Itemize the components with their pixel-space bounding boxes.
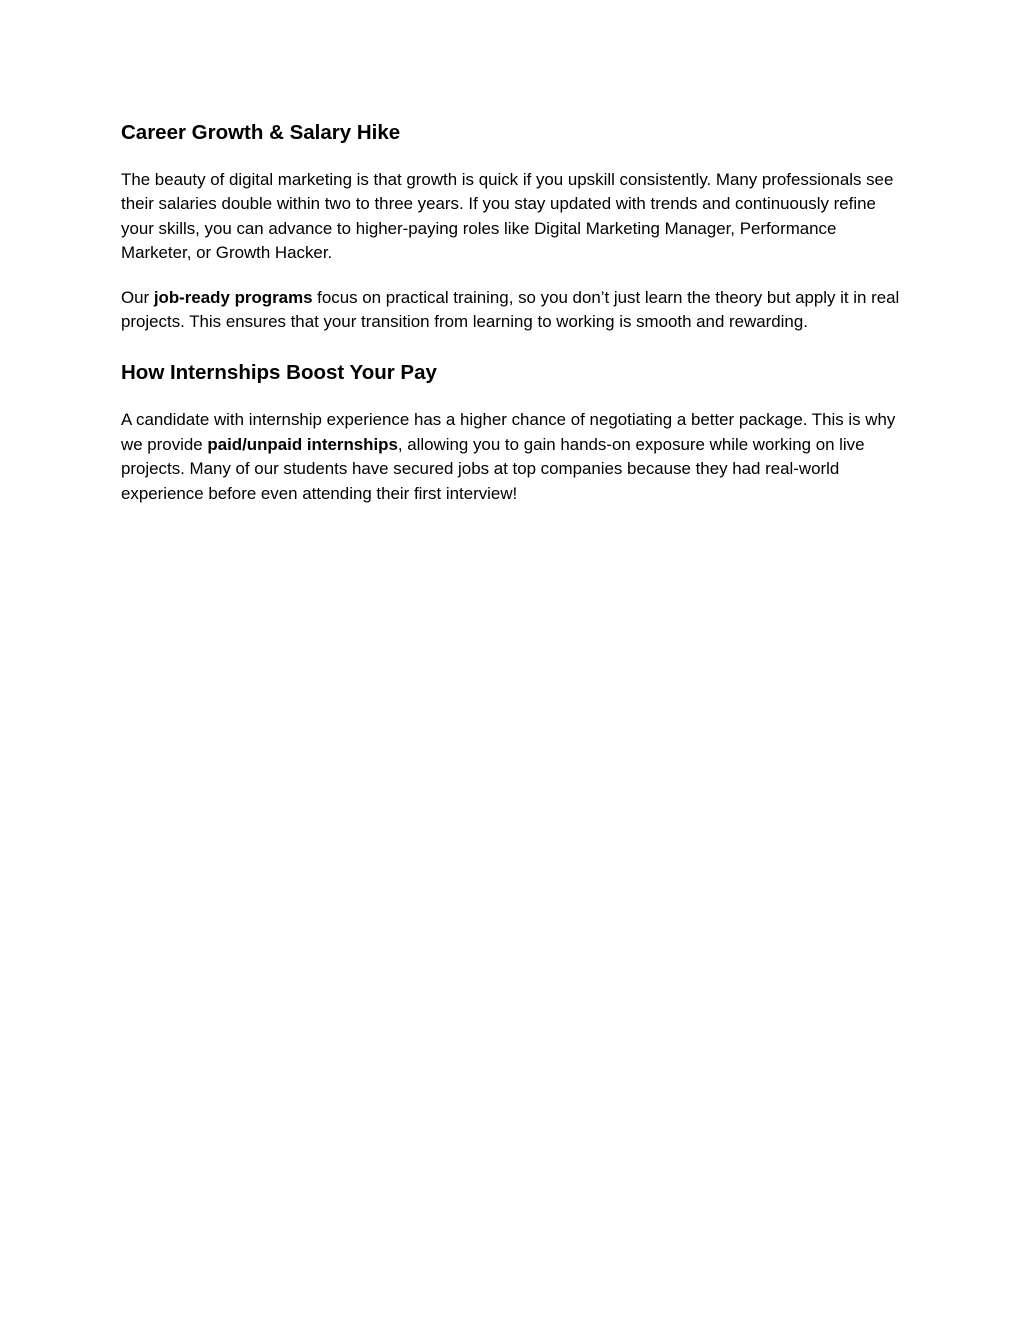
section-heading-internships: How Internships Boost Your Pay bbox=[121, 361, 437, 385]
text-run: Our bbox=[121, 287, 154, 307]
text-run: , allowing you to gain hands-on exposure while working on live projects. Many of our students have secured jobs at top companies because they had real-world experience before even attending their first interview! bbox=[121, 434, 865, 503]
document-page bbox=[121, 118, 911, 506]
bold-text-job-ready-programs: job-ready programs bbox=[153, 287, 313, 307]
text-run: focus on practical training, so you don’t just learn the theory but apply it in real projects. This ensures that your transition from learning to working is smooth and rewarding. bbox=[121, 287, 900, 332]
text-run: A candidate with internship experience has a higher chance of negotiating a better package. This is why we provide bbox=[121, 410, 896, 454]
paragraph-job-ready bbox=[121, 286, 911, 335]
paragraph-internships bbox=[121, 408, 911, 506]
paragraph-growth: The beauty of digital marketing is that growth is quick if you upskill consistently. Many professionals see their salaries double within two to three years. If you stay updated with trends and continuously refine your skills, you can advance to higher-paying roles like Digital Marketing Manager, Performance Marketer, or Growth Hacker. bbox=[121, 170, 894, 263]
bold-text-paid-unpaid-internships: paid/unpaid internships bbox=[207, 434, 398, 454]
section-heading-career-growth: Career Growth & Salary Hike bbox=[121, 121, 401, 144]
